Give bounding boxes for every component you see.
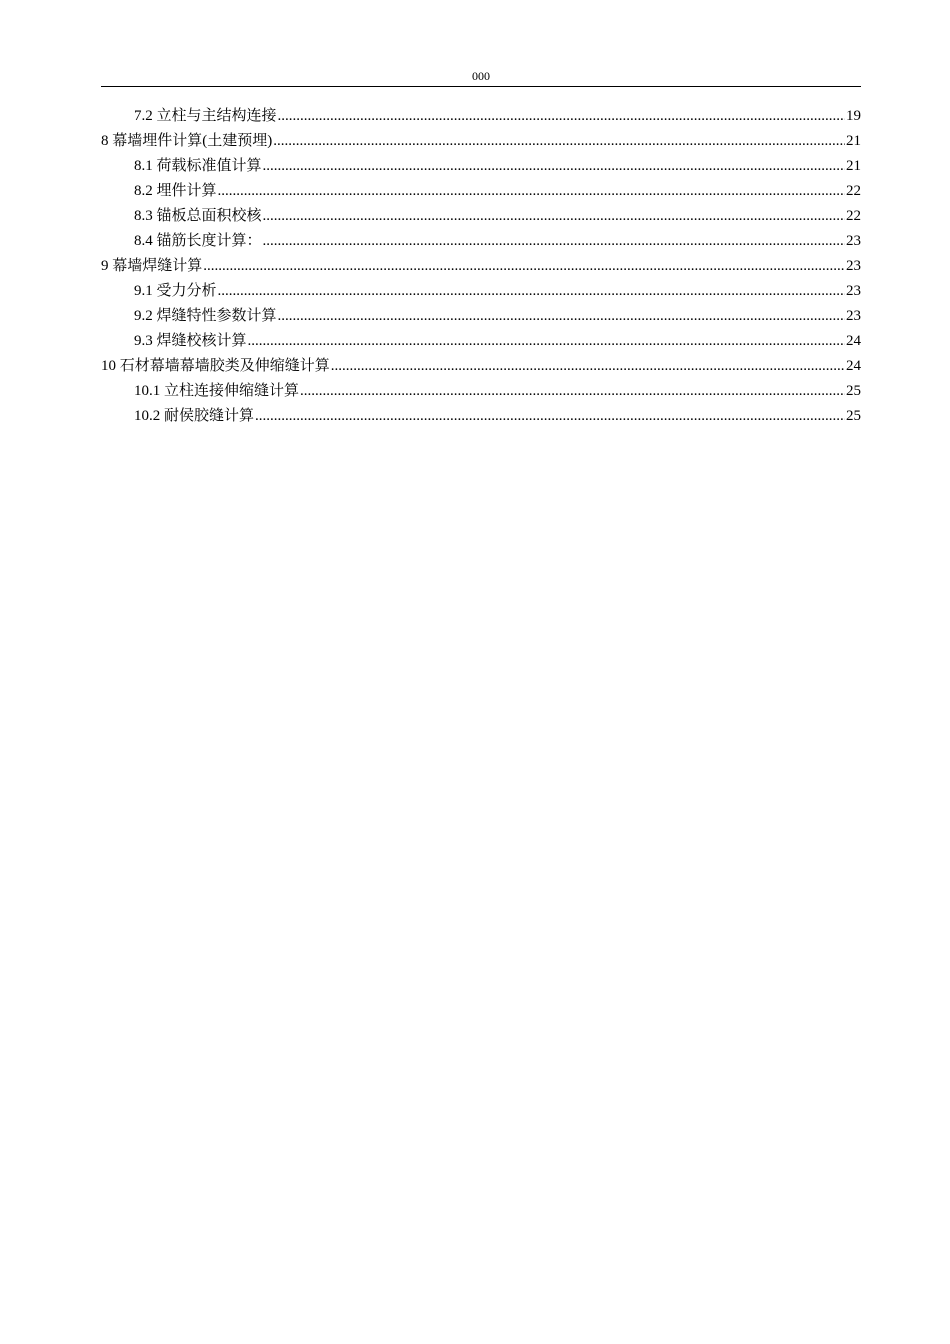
toc-entry-title: 9 幕墙焊缝计算	[101, 258, 203, 274]
page-header	[101, 66, 861, 87]
toc-dot-leader	[263, 229, 845, 254]
toc-dot-leader	[331, 354, 845, 379]
toc-entry-title: 9.1 受力分析	[134, 283, 217, 299]
toc-entry-9-1[interactable]	[101, 279, 861, 304]
toc-dot-leader	[248, 329, 845, 354]
toc-entry-7-2[interactable]	[101, 104, 861, 129]
toc-entry-10[interactable]	[101, 354, 861, 379]
toc-dot-leader	[263, 154, 845, 179]
toc-entry-8-3[interactable]	[101, 204, 861, 229]
toc-entry-page: 24	[846, 358, 861, 374]
toc-entry-title: 9.3 焊缝校核计算	[134, 333, 247, 349]
toc-entry-title: 7.2 立柱与主结构连接	[134, 108, 277, 124]
toc-dot-leader	[278, 104, 845, 129]
toc-entry-page: 22	[846, 183, 861, 199]
toc-entry-title: 10.1 立柱连接伸缩缝计算	[134, 383, 300, 399]
toc-entry-10-2[interactable]	[101, 404, 861, 429]
toc-dot-leader	[203, 254, 845, 279]
toc-dot-leader	[255, 404, 845, 429]
toc-entry-title: 8.2 埋件计算	[134, 183, 217, 199]
toc-entry-page: 21	[846, 158, 861, 174]
toc-entry-page: 24	[846, 333, 861, 349]
toc-entry-page: 21	[846, 133, 861, 149]
toc-entry-title: 8.4 锚筋长度计算：	[134, 233, 262, 249]
toc-entry-9-3[interactable]	[101, 329, 861, 354]
toc-dot-leader	[278, 304, 845, 329]
table-of-contents	[101, 104, 861, 429]
toc-entry-8[interactable]	[101, 129, 861, 154]
toc-dot-leader	[273, 129, 845, 154]
toc-entry-title: 10 石材幕墙幕墙胶类及伸缩缝计算	[101, 358, 330, 374]
toc-entry-9-2[interactable]	[101, 304, 861, 329]
toc-entry-8-2[interactable]	[101, 179, 861, 204]
toc-dot-leader	[300, 379, 845, 404]
toc-entry-title: 8.3 锚板总面积校核	[134, 208, 262, 224]
toc-dot-leader	[263, 204, 845, 229]
toc-entry-9[interactable]	[101, 254, 861, 279]
toc-entry-8-1[interactable]	[101, 154, 861, 179]
toc-entry-title: 8 幕墙埋件计算(土建预埋)	[101, 133, 273, 149]
toc-dot-leader	[218, 179, 845, 204]
toc-entry-page: 23	[846, 258, 861, 274]
toc-entry-page: 22	[846, 208, 861, 224]
toc-entry-page: 25	[846, 408, 861, 424]
toc-entry-8-4[interactable]	[101, 229, 861, 254]
toc-entry-10-1[interactable]	[101, 379, 861, 404]
toc-entry-page: 19	[846, 108, 861, 124]
toc-entry-page: 23	[846, 283, 861, 299]
toc-entry-page: 23	[846, 308, 861, 324]
toc-entry-page: 25	[846, 383, 861, 399]
toc-dot-leader	[218, 279, 845, 304]
toc-entry-title: 9.2 焊缝特性参数计算	[134, 308, 277, 324]
toc-entry-page: 23	[846, 233, 861, 249]
header-text: 000	[472, 69, 490, 83]
toc-entry-title: 8.1 荷载标准值计算	[134, 158, 262, 174]
toc-entry-title: 10.2 耐侯胶缝计算	[134, 408, 255, 424]
